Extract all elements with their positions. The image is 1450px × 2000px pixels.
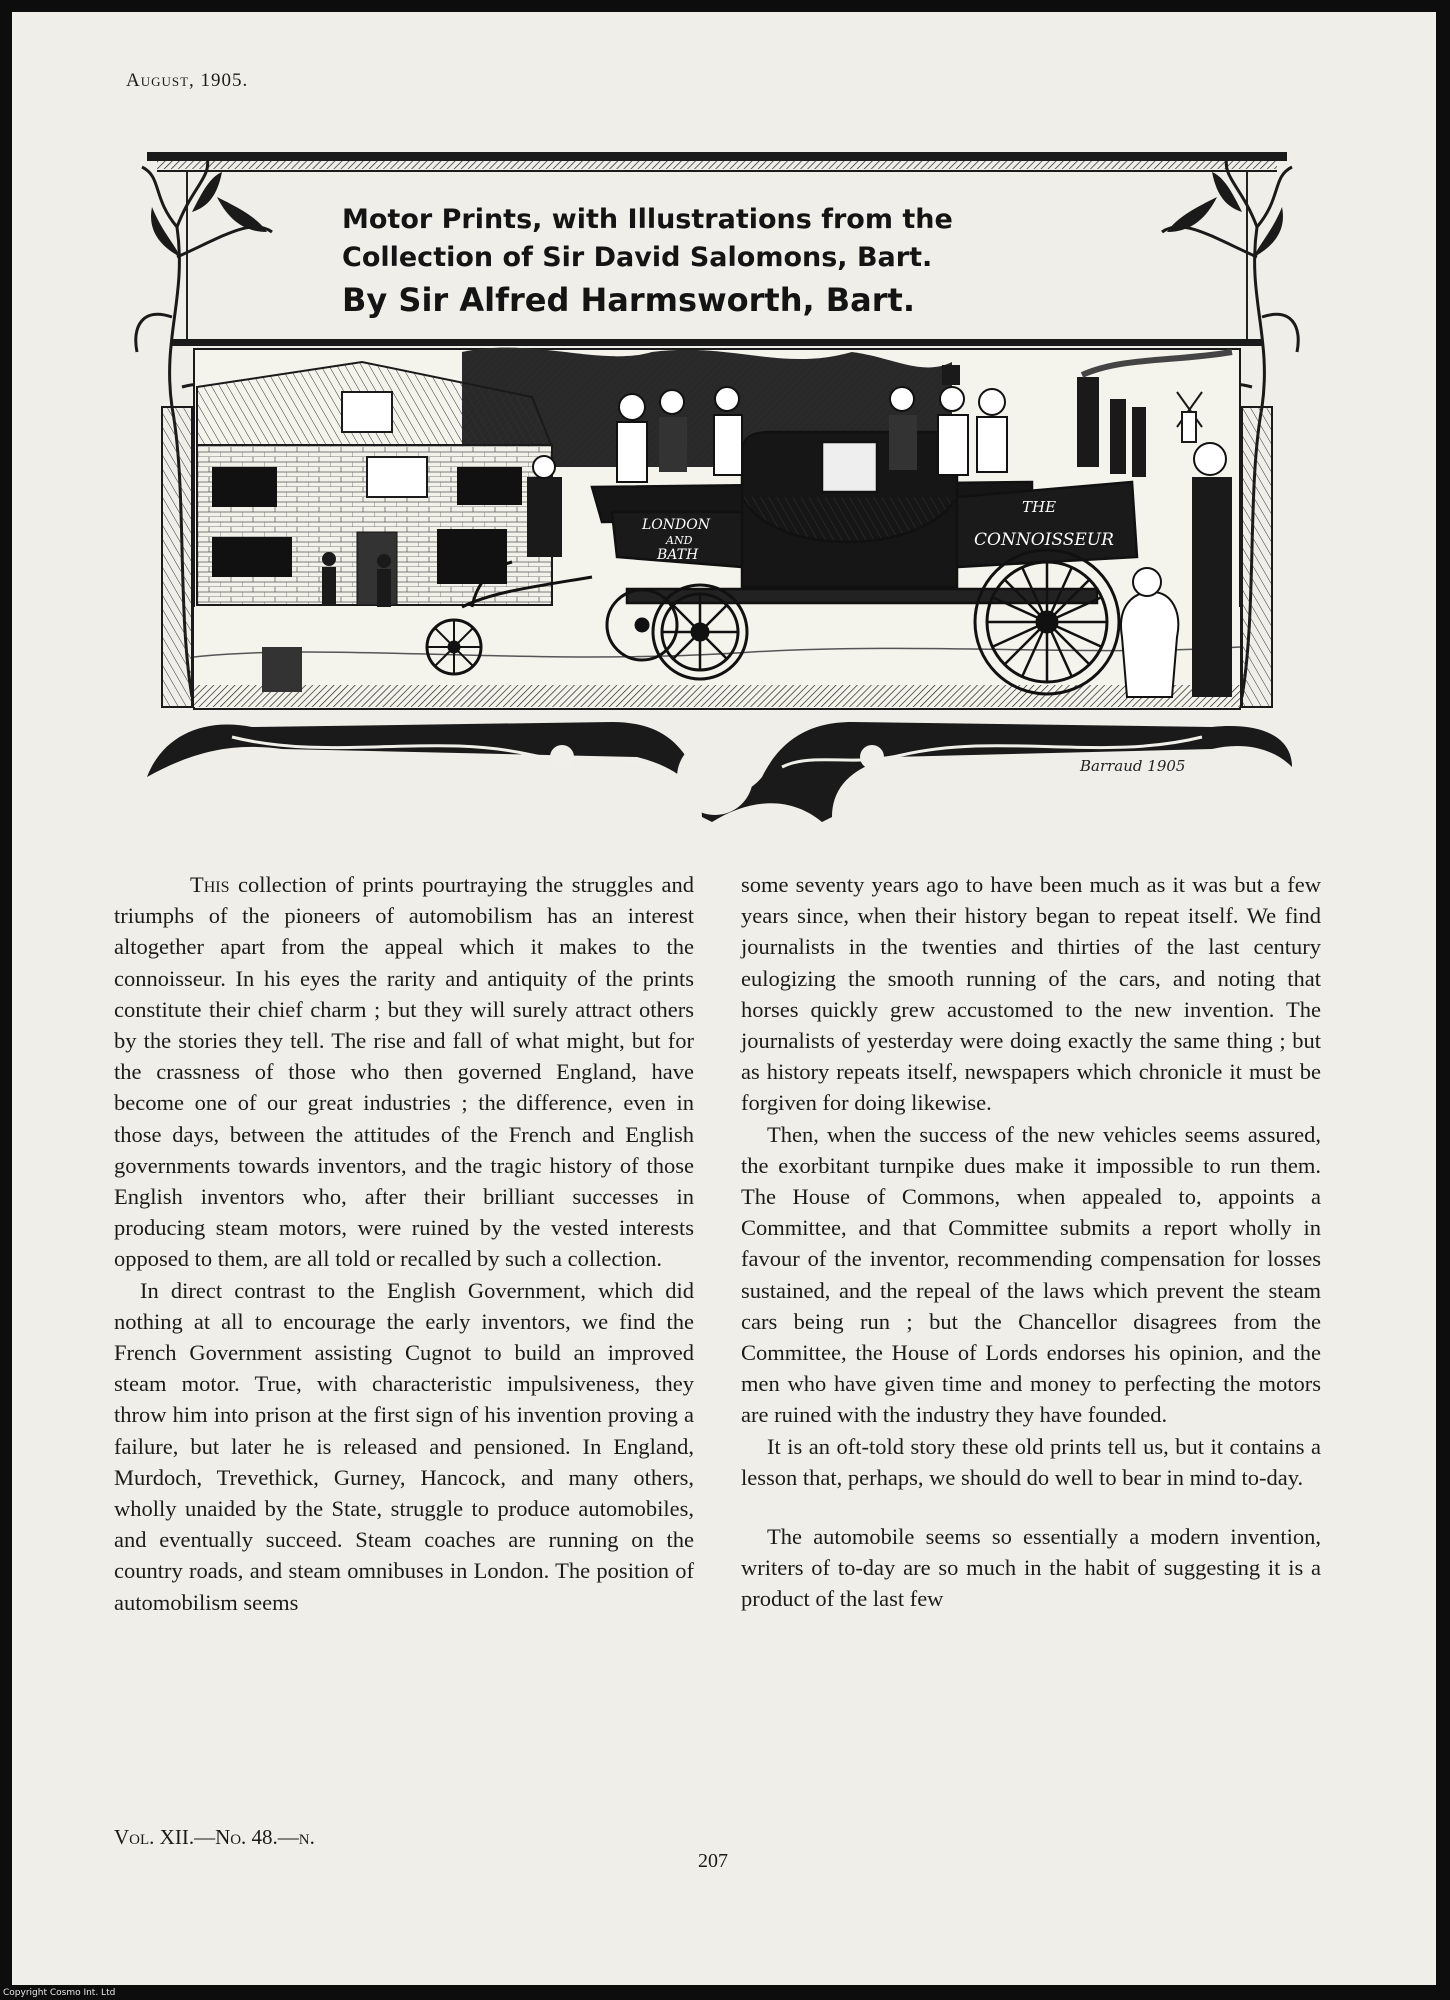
coach-sign-right-1: THE <box>1022 498 1057 516</box>
paragraph: The automobile seems so essentially a modern invention, writers of to-day are so much in the habit of suggesting it is a product of the last few <box>741 1524 1321 1612</box>
artist-signature: Barraud 1905 <box>1080 757 1186 775</box>
coach-sign-left-2: AND <box>666 534 693 547</box>
coach-sign-left-3: BATH <box>657 547 699 563</box>
copyright-notice: Copyright Cosmo Int. Ltd <box>3 1988 116 1998</box>
paragraph: In direct contrast to the English Government, which did nothing at all to encourage the early inventors, we find the French Government assisting Cugnot to build an improved steam motor. True, with characteristic impulsiveness, they throw him into prison at the first sign of his invention proving a failure, but later he is released and pensioned. In England, Murdoch, Trevethick, Gurney, Hancock, and many others, wholly unaided by the State, struggle to produce automobiles, and eventually succeed. Steam coaches are running on the country roads, and steam omnibuses in London. The position of automobilism seems <box>114 1277 694 1615</box>
page-number: 207 <box>698 1850 728 1872</box>
coach-sign-right-2: CONNOISSEUR <box>974 530 1114 550</box>
paragraph: This collection of prints pourtraying the struggles and triumphs of the pioneers of automobilism has an interest altogether apart from the appeal which it makes to the connoisseur. In his eyes the rarity and antiquity of the prints constitute their chief charm ; but they will surely attract others by the stories they tell. The rise and fall of what might, but for the crassness of those who then governed England, have become one of our great industries ; the difference, even in those days, between the attitudes of the French and English governments towards inventors, and the tragic history of those English inventors who, after their brilliant successes in producing steam motors, were ruined by the vested interests opposed to them, are all told or recalled by such a collection. <box>114 872 694 1272</box>
coach-sign-left-1: LONDON <box>642 517 710 533</box>
byline: By Sir Alfred Harmsworth, Bart. <box>342 281 915 319</box>
title-line-2: Collection of Sir David Salomons, Bart. <box>342 242 933 273</box>
volume-line: Vol. XII.—No. 48.—n. <box>114 1825 315 1849</box>
article-title <box>342 201 1142 323</box>
right-column <box>741 869 1321 1615</box>
dateline: August, 1905. <box>126 70 249 91</box>
paragraph: some seventy years ago to have been much as it was but a few years since, when their history began to repeat itself. We find journalists in the twenties and thirties of the last century eulogizing the smooth running of the cars, and noting that horses quickly grew accustomed to the new invention. The journalists of yesterday were doing exactly the same thing ; but as history repeats itself, newspapers which chronicle it must be forgiven for doing likewise. <box>741 872 1321 1116</box>
magazine-page <box>12 12 1436 1985</box>
drop-word: This <box>190 872 230 897</box>
paragraph: It is an oft-told story these old prints tell us, but it contains a lesson that, perhaps, we should do well to bear in mind to-day. <box>741 1433 1321 1490</box>
title-line-1: Motor Prints, with Illustrations from the <box>342 204 953 235</box>
left-column <box>114 869 694 1618</box>
paragraph: Then, when the success of the new vehicles seems assured, the exorbitant turnpike dues make it impossible to run them. The House of Commons, when appealed to, appoints a Committee, and that Committee submits a report wholly in favour of the inventor, recommending compensation for losses sustained, and the repeal of the laws which prevent the steam cars being run ; but the Chancellor disagrees from the Committee, the House of Lords endorses his opinion, and the men who have given time and money to perfecting the motors are ruined with the industry they have founded. <box>741 1121 1321 1428</box>
header-illustration <box>132 137 1302 827</box>
